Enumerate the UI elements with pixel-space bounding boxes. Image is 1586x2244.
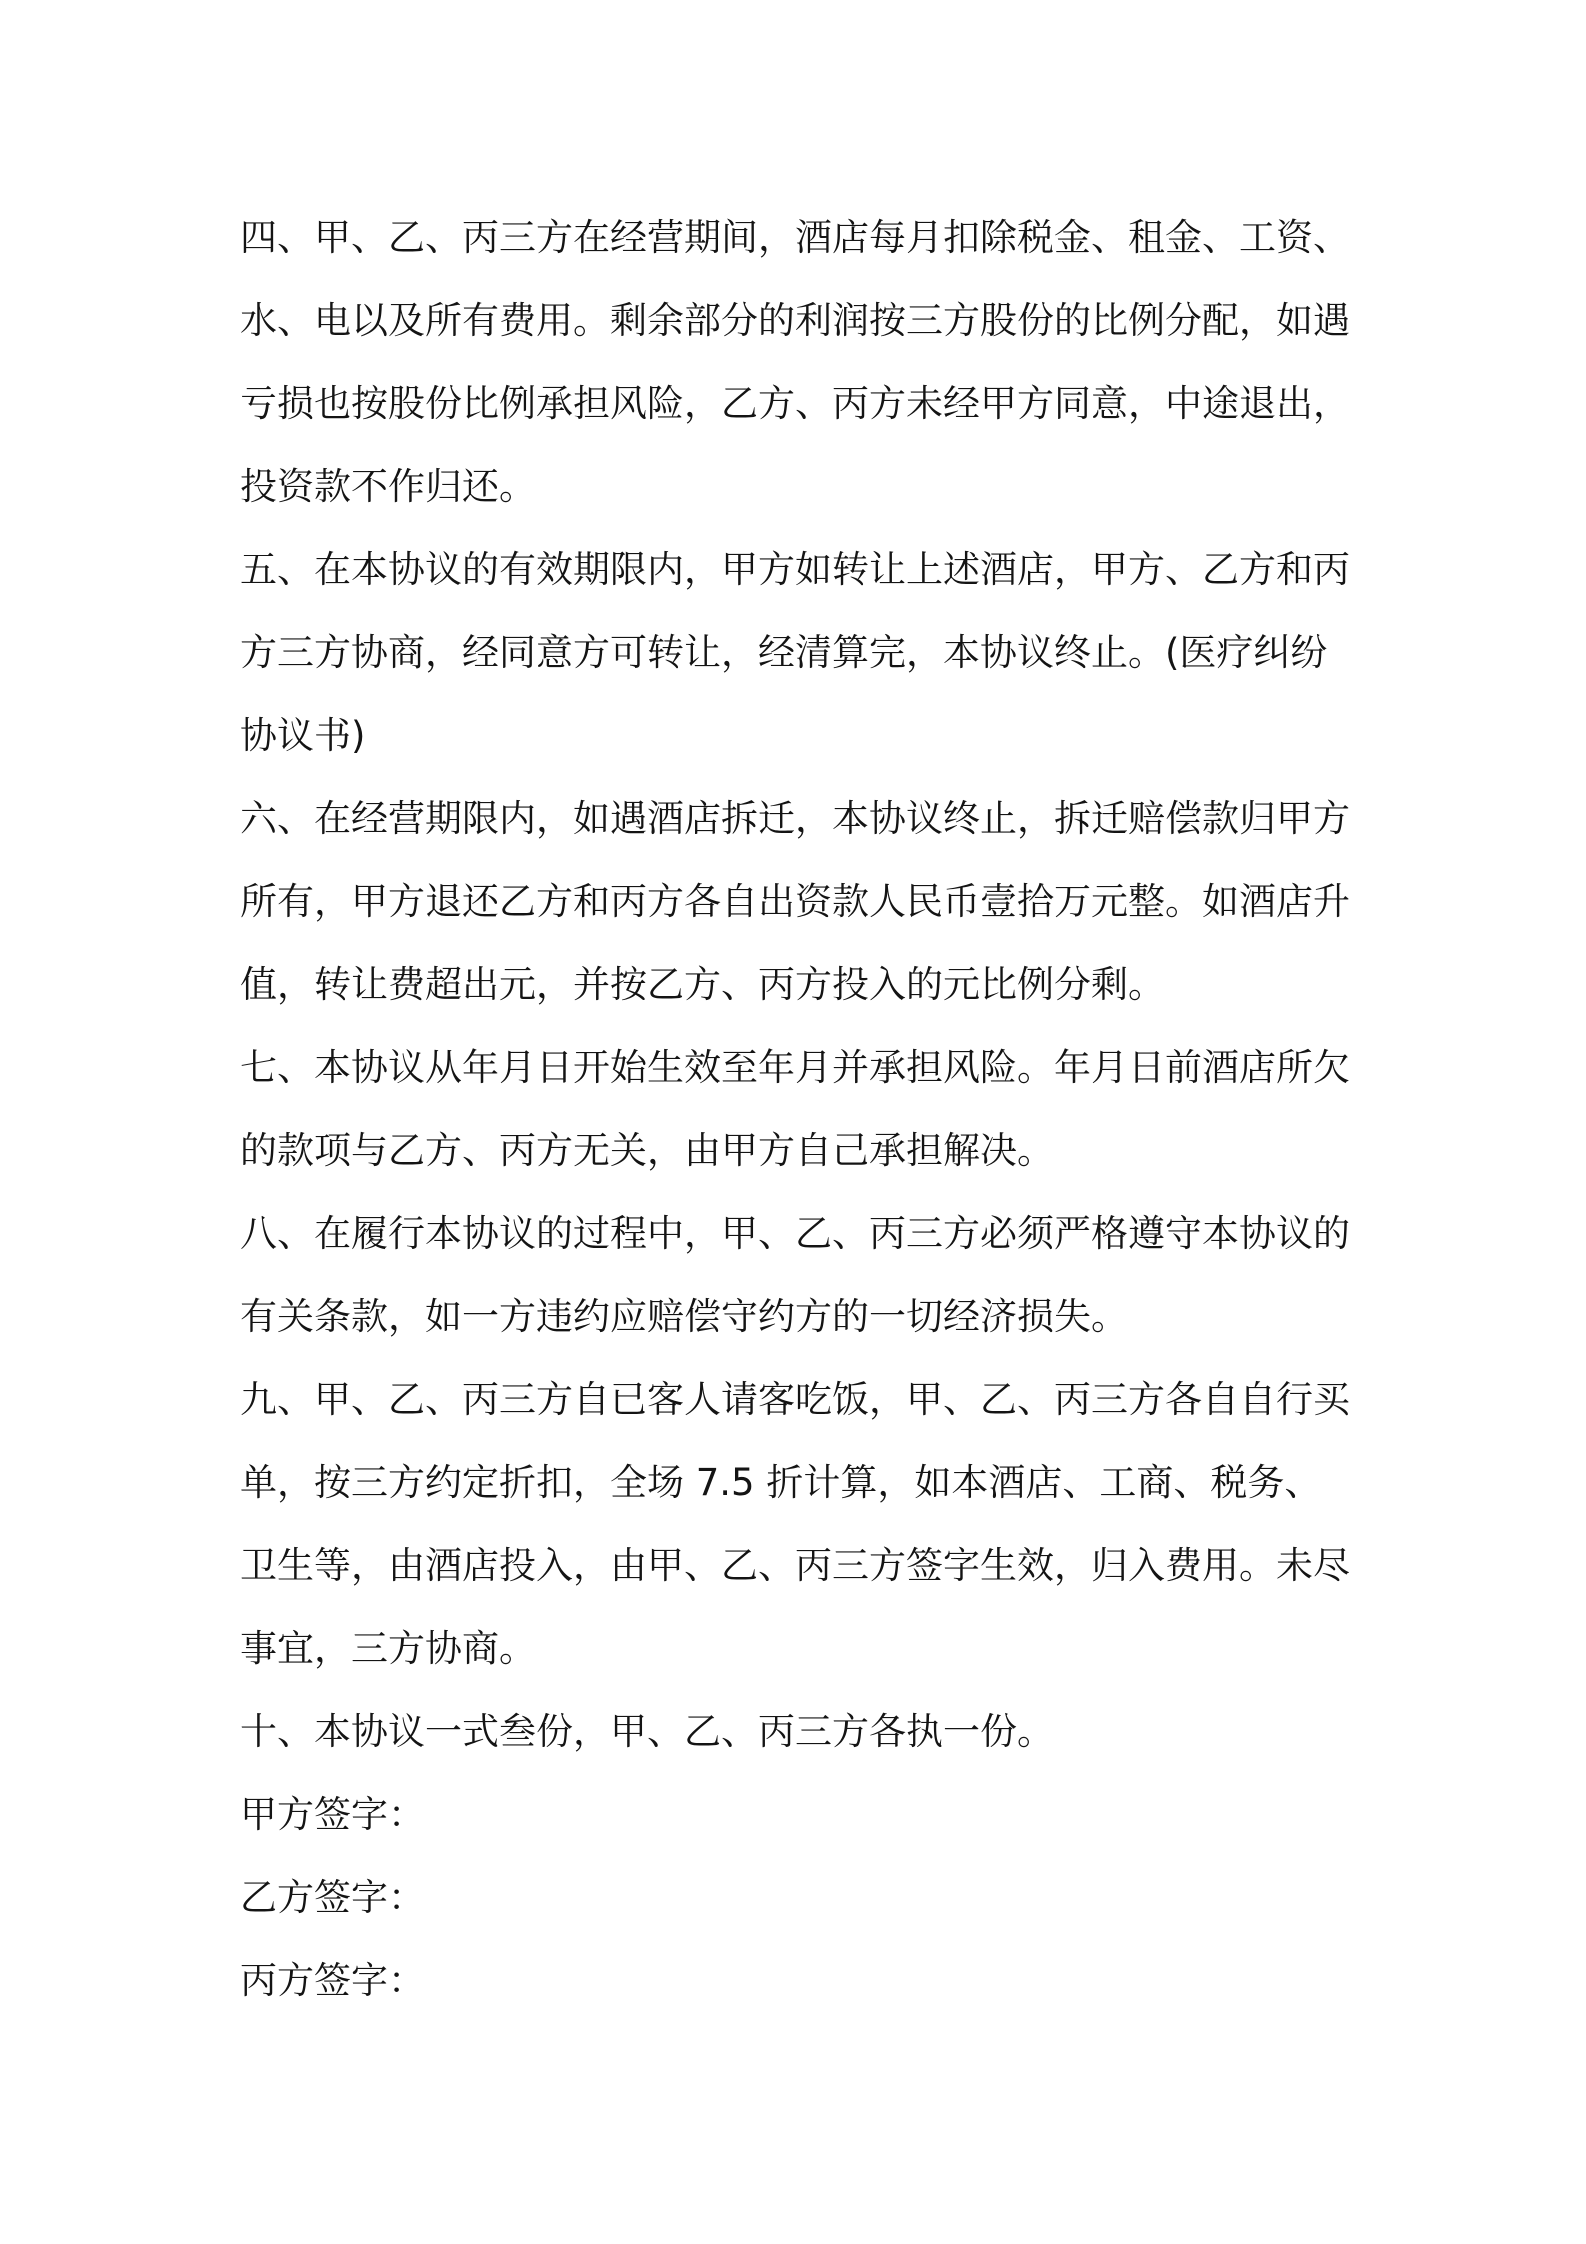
clause-10: 十、本协议一式叁份，甲、乙、丙三方各执一份。 [240,1710,1054,1753]
clause-5: 五、在本协议的有效期限内，甲方如转让上述酒店，甲方、乙方和丙方三方协商，经同意方可转让，经清算完，本协议终止。(医疗纠纷协议书) [240,548,1350,757]
signature-party-a: 甲方签字： [240,1793,425,1836]
clause-4: 四、甲、乙、丙三方在经营期间，酒店每月扣除税金、租金、工资、水、电以及所有费用。剩余部分的利润按三方股份的比例分配，如遇亏损也按股份比例承担风险，乙方、丙方未经甲方同意，中途退出，投资款不作归还。 [240,216,1350,508]
document-body [240,196,1356,2022]
clause-6: 六、在经营期限内，如遇酒店拆迁，本协议终止，拆迁赔偿款归甲方所有，甲方退还乙方和丙方各自出资款人民币壹拾万元整。如酒店升值，转让费超出元，并按乙方、丙方投入的元比例分剩。 [240,797,1350,1006]
clause-8: 八、在履行本协议的过程中，甲、乙、丙三方必须严格遵守本协议的有关条款，如一方违约应赔偿守约方的一切经济损失。 [240,1212,1350,1338]
clause-9: 九、甲、乙、丙三方自已客人请客吃饭，甲、乙、丙三方各自自行买单，按三方约定折扣，全场 7.5 折计算，如本酒店、工商、税务、卫生等，由酒店投入，由甲、乙、丙三方签字生效，归入费用。未尽事宜，三方协商。 [240,1378,1350,1670]
signature-party-b: 乙方签字： [240,1876,425,1919]
signature-party-c: 丙方签字： [240,1959,425,2002]
clause-7: 七、本协议从年月日开始生效至年月并承担风险。年月日前酒店所欠的款项与乙方、丙方无关，由甲方自己承担解决。 [240,1046,1350,1172]
